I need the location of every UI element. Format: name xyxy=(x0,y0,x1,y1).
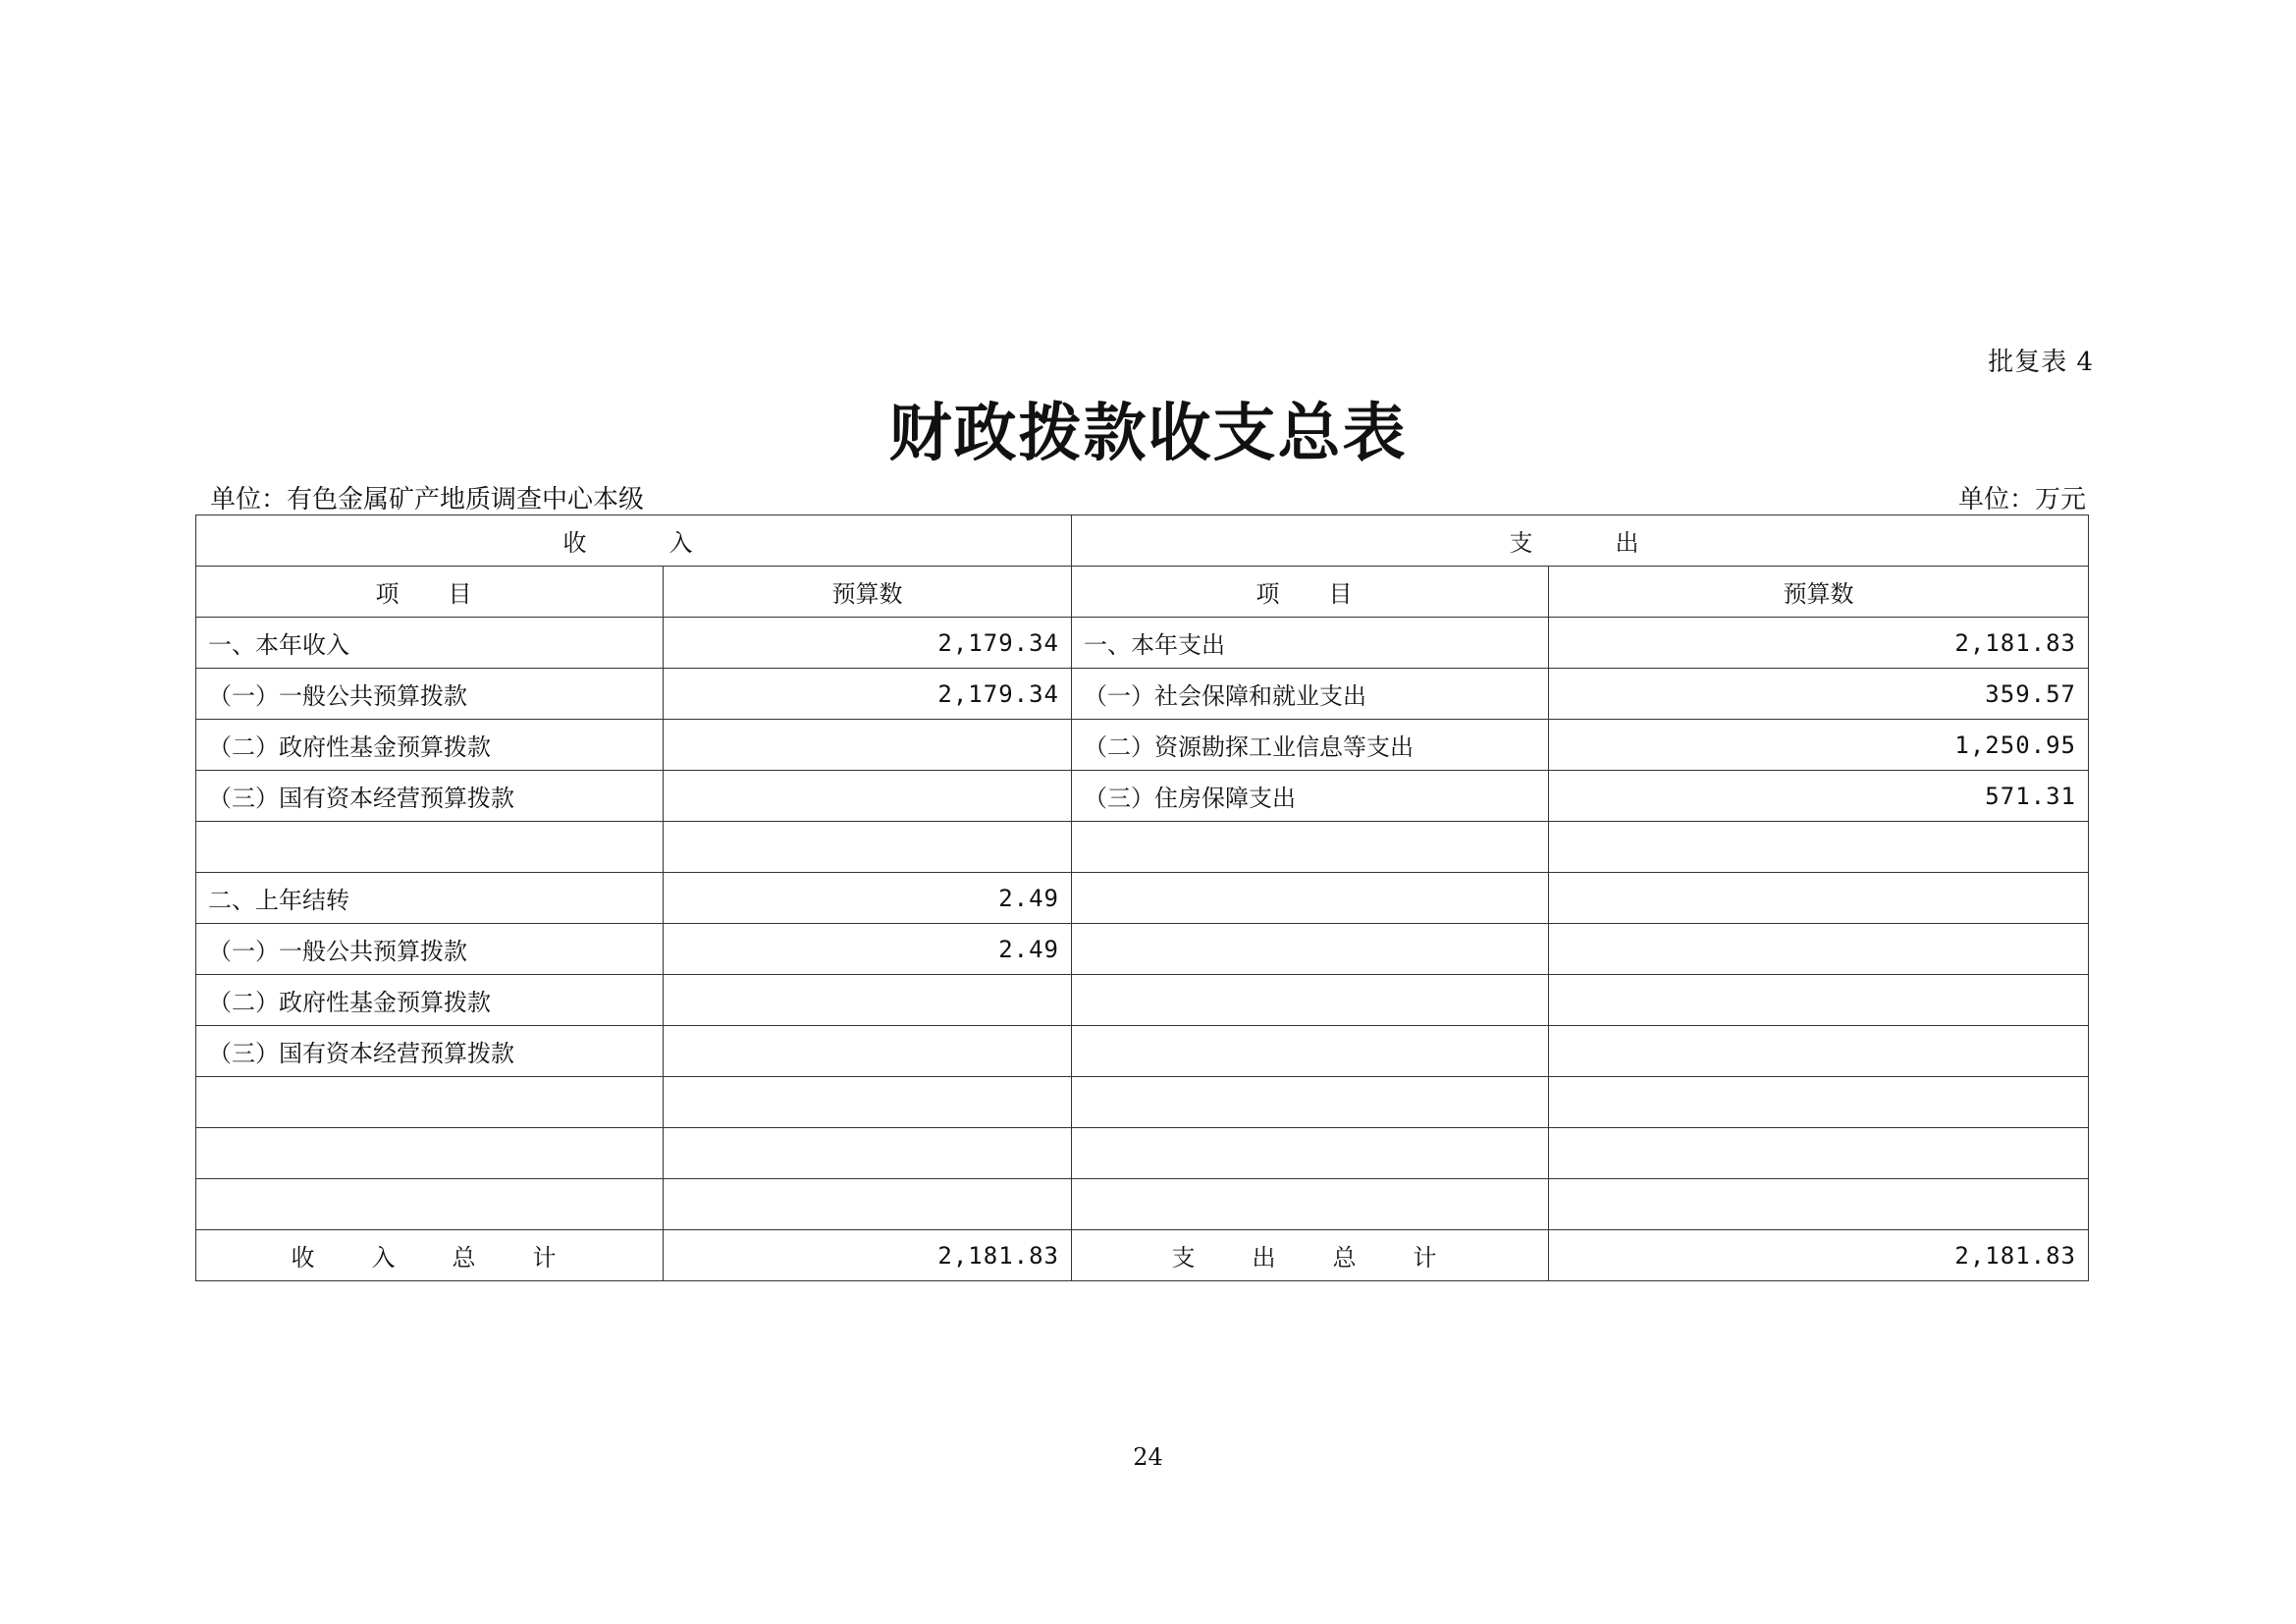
income-item-cell xyxy=(196,1179,664,1230)
expense-amount-cell xyxy=(1549,822,2089,873)
table-row xyxy=(196,771,2089,822)
expense-total-value: 2,181.83 xyxy=(1549,1230,2089,1281)
income-item-cell: 二、上年结转 xyxy=(196,873,664,924)
income-total-label: 收入总计 xyxy=(196,1230,664,1281)
income-item-cell: 一、本年收入 xyxy=(196,618,664,669)
expense-item-cell: （二）资源勘探工业信息等支出 xyxy=(1072,720,1549,771)
expense-amount-cell: 2,181.83 xyxy=(1549,618,2089,669)
income-item-cell: （三）国有资本经营预算拨款 xyxy=(196,771,664,822)
income-item-header: 项目 xyxy=(196,567,664,618)
expense-header: 支出 xyxy=(1072,515,2089,567)
expense-amount-cell xyxy=(1549,1077,2089,1128)
income-amount-cell xyxy=(664,1128,1072,1179)
income-amount-cell: 2.49 xyxy=(664,924,1072,975)
income-item-cell: （一）一般公共预算拨款 xyxy=(196,669,664,720)
income-item-cell xyxy=(196,822,664,873)
expense-item-cell: 一、本年支出 xyxy=(1072,618,1549,669)
table-row xyxy=(196,618,2089,669)
organization-unit: 单位：有色金属矿产地质调查中心本级 xyxy=(210,485,645,514)
expense-amount-cell xyxy=(1549,924,2089,975)
income-amount-cell xyxy=(664,720,1072,771)
table-row xyxy=(196,924,2089,975)
income-amount-cell xyxy=(664,771,1072,822)
expense-item-cell xyxy=(1072,975,1549,1026)
table-row xyxy=(196,1026,2089,1077)
income-amount-cell xyxy=(664,1179,1072,1230)
expense-item-header: 项目 xyxy=(1072,567,1549,618)
expense-item-cell xyxy=(1072,924,1549,975)
table-row xyxy=(196,1179,2089,1230)
form-number: 批复表 4 xyxy=(1988,348,2094,377)
income-amount-cell: 2,179.34 xyxy=(664,669,1072,720)
income-amount-cell: 2.49 xyxy=(664,873,1072,924)
table-row xyxy=(196,975,2089,1026)
expense-item-cell xyxy=(1072,822,1549,873)
table-row xyxy=(196,822,2089,873)
income-amount-cell xyxy=(664,975,1072,1026)
income-item-cell: （一）一般公共预算拨款 xyxy=(196,924,664,975)
income-item-cell: （二）政府性基金预算拨款 xyxy=(196,720,664,771)
page-number: 24 xyxy=(1133,1443,1163,1471)
expense-item-cell: （三）住房保障支出 xyxy=(1072,771,1549,822)
expense-item-cell xyxy=(1072,873,1549,924)
table-row xyxy=(196,669,2089,720)
expense-amount-cell xyxy=(1549,975,2089,1026)
income-header: 收入 xyxy=(196,515,1072,567)
expense-amount-cell xyxy=(1549,1179,2089,1230)
expense-amount-cell: 1,250.95 xyxy=(1549,720,2089,771)
expense-item-cell xyxy=(1072,1179,1549,1230)
table-row xyxy=(196,873,2089,924)
expense-amount-header: 预算数 xyxy=(1549,567,2089,618)
expense-amount-cell: 571.31 xyxy=(1549,771,2089,822)
table-row xyxy=(196,720,2089,771)
expense-item-cell: （一）社会保障和就业支出 xyxy=(1072,669,1549,720)
section-header-row xyxy=(196,515,2089,567)
budget-table xyxy=(195,514,2089,1281)
currency-unit: 单位：万元 xyxy=(1957,485,2086,514)
expense-amount-cell xyxy=(1549,1026,2089,1077)
table-row xyxy=(196,1077,2089,1128)
table-row xyxy=(196,1128,2089,1179)
expense-amount-cell xyxy=(1549,873,2089,924)
income-total-value: 2,181.83 xyxy=(664,1230,1072,1281)
income-amount-cell: 2,179.34 xyxy=(664,618,1072,669)
income-amount-cell xyxy=(664,1026,1072,1077)
income-amount-header: 预算数 xyxy=(664,567,1072,618)
column-header-row xyxy=(196,567,2089,618)
expense-amount-cell xyxy=(1549,1128,2089,1179)
expense-total-label: 支出总计 xyxy=(1072,1230,1549,1281)
total-row xyxy=(196,1230,2089,1281)
expense-item-cell xyxy=(1072,1128,1549,1179)
income-item-cell xyxy=(196,1077,664,1128)
expense-amount-cell: 359.57 xyxy=(1549,669,2089,720)
income-item-cell: （二）政府性基金预算拨款 xyxy=(196,975,664,1026)
page-title: 财政拨款收支总表 xyxy=(888,397,1408,470)
income-amount-cell xyxy=(664,1077,1072,1128)
expense-item-cell xyxy=(1072,1077,1549,1128)
expense-item-cell xyxy=(1072,1026,1549,1077)
income-item-cell xyxy=(196,1128,664,1179)
income-item-cell: （三）国有资本经营预算拨款 xyxy=(196,1026,664,1077)
income-amount-cell xyxy=(664,822,1072,873)
